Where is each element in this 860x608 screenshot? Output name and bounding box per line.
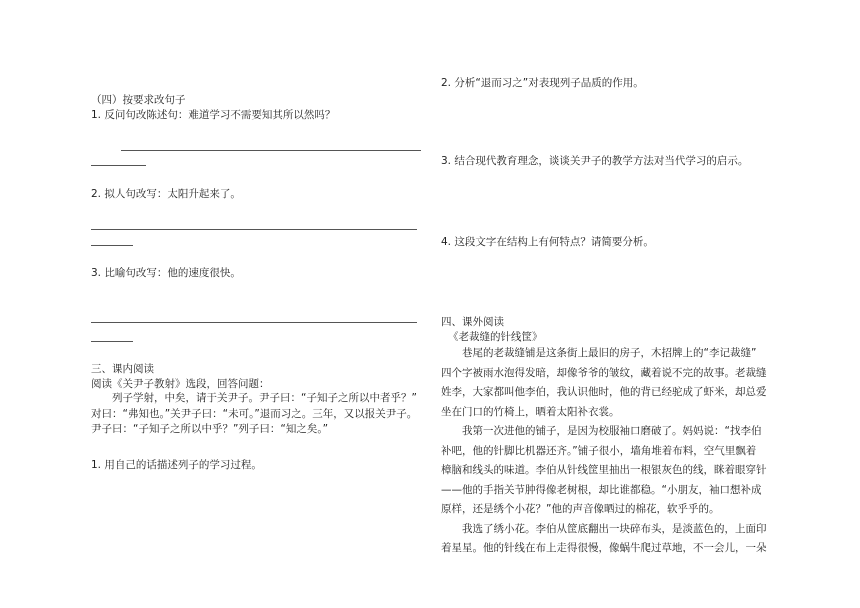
article-line: 补吧，他的针脚比机器还齐。”铺子很小，墙角堆着布料，空气里飘着: [441, 444, 757, 457]
article-title: 《老裁缝的针线筐》: [448, 331, 543, 343]
article-line: 着星星。他的针线在布上走得很慢，像蜗牛爬过草地，不一会儿，一朵: [441, 542, 767, 554]
section4-extra-title: 四、课外阅读: [441, 316, 504, 328]
article-line: 巷尾的老裁缝铺是这条街上最旧的房子，木招牌上的“李记裁缝”: [462, 347, 757, 359]
article-line: 原样，还是绣个小花？”他的声音像晒过的棉花，软乎乎的。: [441, 503, 720, 515]
article-line: 樟脑和线头的味道。李伯从针线筐里抽出一根银灰色的线，眯着眼穿针: [441, 464, 767, 476]
section4-title: （四）按要求改句子: [91, 94, 186, 106]
reading-question-1: 1. 用自己的话描述列子的学习过程。: [91, 459, 262, 471]
reading-question-4: 4. 这段文字在结构上有何特点？请简要分析。: [441, 236, 654, 248]
passage-line: 对曰：“弗知也。”关尹子曰：“未可。”退而习之。三年，又以报关尹子。: [91, 407, 418, 420]
section3-title: 三、课内阅读: [91, 363, 154, 375]
article-line: 姓李，大家都叫他李伯，我认识他时，他的背已经驼成了虾米，却总爱: [441, 386, 767, 398]
reading-question-3: 3. 结合现代教育理念，谈谈关尹子的教学方法对当代学习的启示。: [441, 155, 749, 167]
question-3: 3. 比喻句改写：他的速度很快。: [91, 267, 241, 279]
passage-line: 列子学射，中矣，请于关尹子。尹子曰：“子知子之所以中者乎？”: [112, 392, 417, 404]
answer-line-2a[interactable]: [91, 229, 417, 230]
article-line: 我第一次进他的铺子，是因为校服袖口磨破了。妈妈说：“找李伯: [462, 425, 762, 437]
answer-line-1b[interactable]: [91, 165, 146, 166]
article-line: 我选了绣小花。李伯从筐底翻出一块碎布头，是淡蓝色的，上面印: [462, 522, 767, 535]
answer-line-2b[interactable]: [91, 245, 133, 246]
article-line: 四个字被雨水泡得发暗，却像爷爷的皱纹，藏着说不完的故事。老裁缝: [441, 366, 767, 379]
article-line: 坐在门口的竹椅上，晒着太阳补衣裳。: [441, 405, 620, 418]
article-body: [441, 344, 786, 559]
passage: [91, 391, 426, 438]
reading-intro: 阅读《关尹子教射》选段，回答问题：: [91, 378, 270, 390]
passage-line: 尹子曰：“子知子之所以中乎？”列子曰：“知之矣。”: [91, 423, 329, 435]
article-line: ——他的手指关节肿得像老树根，却比谁都稳。“小朋友，袖口想补成: [441, 483, 762, 496]
question-2: 2. 拟人句改写：太阳升起来了。: [91, 188, 241, 200]
answer-line-3b[interactable]: [91, 341, 133, 342]
question-1: 1. 反问句改陈述句：难道学习不需要知其所以然吗？: [91, 109, 336, 121]
reading-question-2: 2. 分析“退而习之”对表现列子品质的作用。: [441, 77, 644, 89]
answer-line-1a[interactable]: [121, 150, 421, 151]
answer-line-3a[interactable]: [91, 322, 417, 323]
